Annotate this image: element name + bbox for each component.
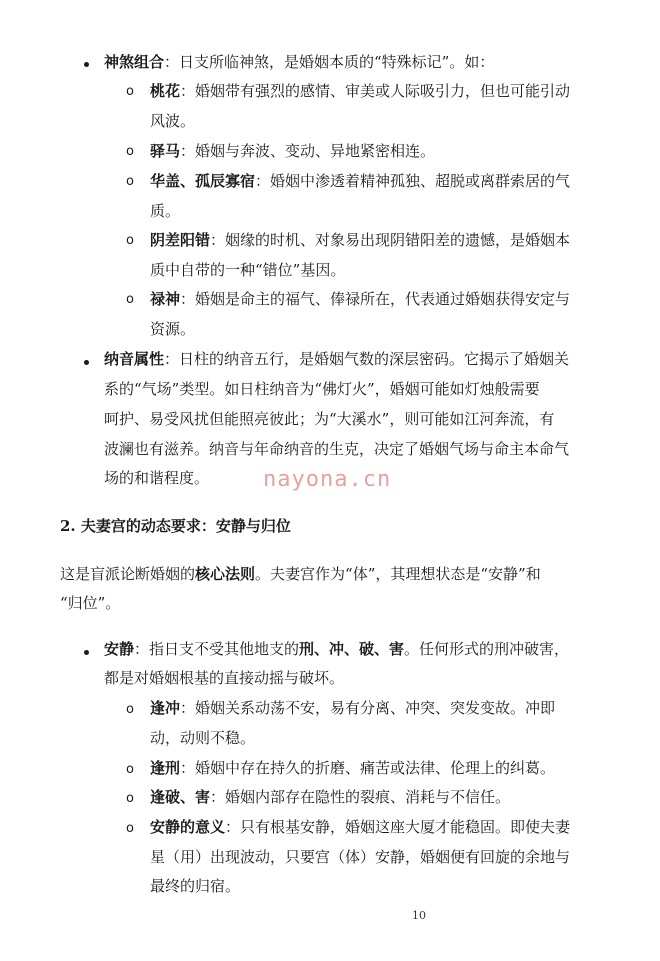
sub-bullet-icon: o xyxy=(126,233,134,248)
intro-paragraph: 这是盲派论断婚姻的核心法则。夫妻宫作为“体”，其理想状态是“安静”和 xyxy=(60,565,541,583)
text-line: 系的“气场”类型。如日柱纳音为“佛灯火”，婚姻可能如灯烛般需要 xyxy=(104,380,540,398)
text-line: 波澜也有滋养。纳音与年命纳音的生克，决定了婚姻气场与命主本命气 xyxy=(104,440,570,458)
text-line: 都是对婚姻根基的直接动摇与破坏。 xyxy=(104,669,345,687)
sub-list-item: 禄神：婚姻是命主的福气、俸禄所在，代表通过婚姻获得安定与 xyxy=(150,290,571,308)
bullet-icon xyxy=(84,62,89,67)
sub-bullet-icon: o xyxy=(126,174,134,189)
bullet-icon xyxy=(84,650,89,655)
text-line: 风波。 xyxy=(150,112,196,130)
text-line: 最终的归宿。 xyxy=(150,877,241,895)
sub-list-item: 逢刑：婚姻中存在持久的折磨、痛苦或法律、伦理上的纠葛。 xyxy=(150,759,556,777)
bullet-icon xyxy=(84,360,89,365)
sub-list-item: 逢冲：婚姻关系动荡不安，易有分离、冲突、突发变故。冲即 xyxy=(150,699,556,717)
text-line: 呵护、易受风扰但能照亮彼此；为“大溪水”，则可能如江河奔流，有 xyxy=(104,410,555,428)
sub-bullet-icon: o xyxy=(126,144,134,159)
watermark: nayona.cn xyxy=(263,467,392,492)
sub-bullet-icon: o xyxy=(126,821,134,836)
sub-bullet-icon: o xyxy=(126,702,134,717)
sub-bullet-icon: o xyxy=(126,84,134,99)
sub-list-item: 逢破、害：婚姻内部存在隐性的裂痕、消耗与不信任。 xyxy=(150,788,511,806)
text-line: 资源。 xyxy=(150,320,196,338)
sub-list-item: 驿马：婚姻与奔波、变动、异地紧密相连。 xyxy=(150,142,436,160)
section-heading: 2. 夫妻宫的动态要求：安静与归位 xyxy=(60,517,291,535)
sub-list-item: 华盖、孤辰寡宿：婚姻中渗透着精神孤独、超脱或离群索居的气 xyxy=(150,172,571,190)
text-line: 质中自带的一种“错位”基因。 xyxy=(150,261,346,279)
text-line: 质。 xyxy=(150,202,181,220)
text-line: 场的和谐程度。 xyxy=(104,469,210,487)
sub-bullet-icon: o xyxy=(126,292,134,307)
page-number: 10 xyxy=(412,909,426,922)
list-item: 神煞组合：日支所临神煞，是婚姻本质的“特殊标记”。如： xyxy=(104,53,495,71)
sub-list-item: 桃花：婚姻带有强烈的感情、审美或人际吸引力，但也可能引动 xyxy=(150,82,571,100)
list-item: 纳音属性：日柱的纳音五行，是婚姻气数的深层密码。它揭示了婚姻关 xyxy=(104,350,570,368)
sub-list-item: 安静的意义：只有根基安静，婚姻这座大厦才能稳固。即使夫妻 xyxy=(150,818,571,836)
sub-bullet-icon: o xyxy=(126,762,134,777)
sub-list-item: 阴差阳错：姻缘的时机、对象易出现阴错阳差的遗憾，是婚姻本 xyxy=(150,231,571,249)
text-line: 动，动则不稳。 xyxy=(150,729,256,747)
list-item: 安静：指日支不受其他地支的刑、冲、破、害。任何形式的刑冲破害， xyxy=(104,640,570,658)
text-line: “归位”。 xyxy=(60,594,121,612)
text-line: 星（用）出现波动，只要宫（体）安静，婚姻便有回旋的余地与 xyxy=(150,848,571,866)
sub-bullet-icon: o xyxy=(126,791,134,806)
